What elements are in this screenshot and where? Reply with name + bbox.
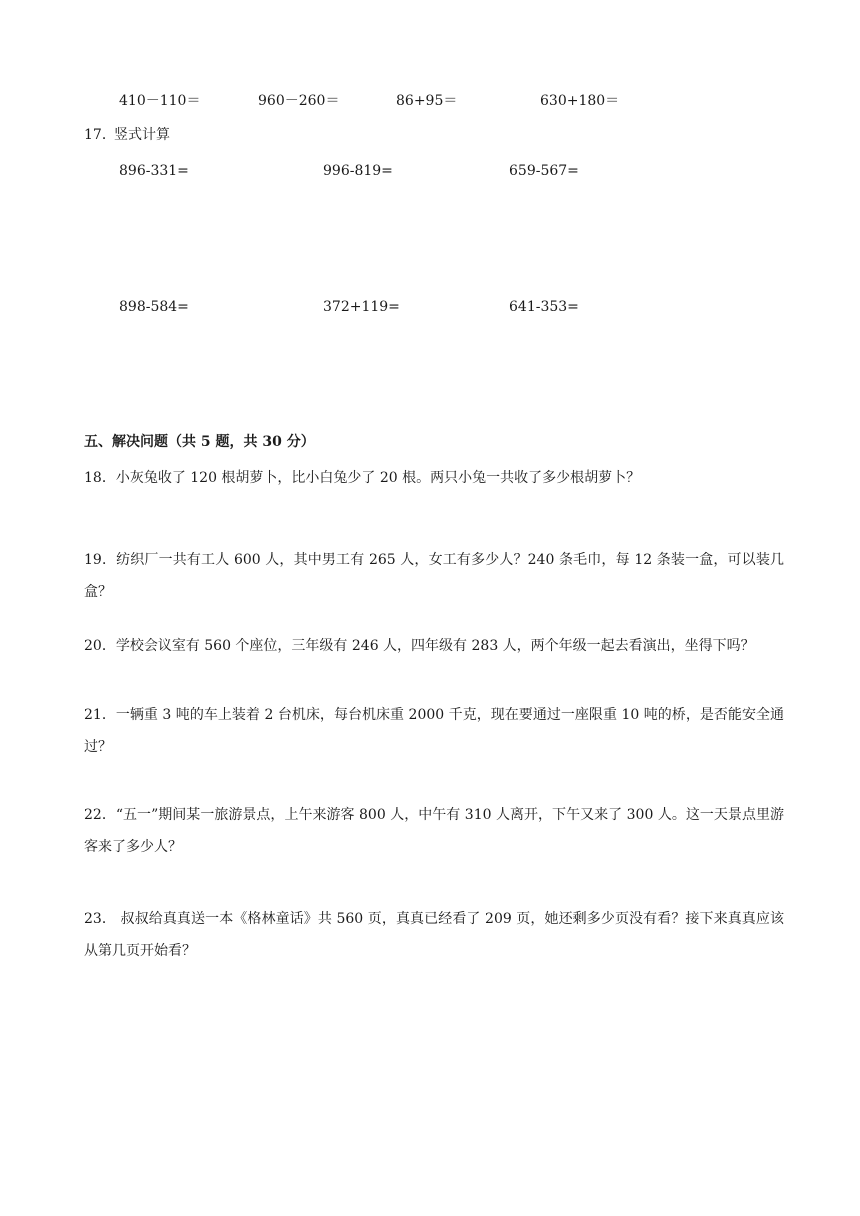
word-problem-20: 20．学校会议室有 560 个座位，三年级有 246 人，四年级有 283 人，两个年级一起去看演出，坐得下吗？	[84, 638, 755, 654]
question-title: 竖式计算	[114, 127, 170, 143]
word-problem-21: 21．一辆重 3 吨的车上装着 2 台机床，每台机床重 2000 千克，现在要通过一座限重 10 吨的桥，是否能安全通过？	[84, 707, 784, 755]
question-number: 17．	[84, 127, 116, 143]
vertical-calc-item: 996-819=	[323, 163, 393, 179]
vertical-calc-item: 641-353=	[509, 299, 579, 315]
vertical-calc-item: 372+119=	[323, 299, 400, 315]
oral-calc-item: 86+95＝	[396, 93, 458, 109]
word-problem-22: 22．“五一”期间某一旅游景点，上午来游客 800 人，中午有 310 人离开，下午又来了 300 人。这一天景点里游客来了多少人？	[84, 807, 784, 855]
oral-calc-item: 630+180＝	[540, 93, 620, 109]
vertical-calc-item: 659-567=	[509, 163, 579, 179]
word-problem-19: 19．纺织厂一共有工人 600 人，其中男工有 265 人，女工有多少人？240 条毛巾，每 12 条装一盒，可以装几盒？	[84, 552, 784, 600]
oral-calc-item: 410－110＝	[119, 93, 201, 109]
vertical-calc-item: 898-584=	[119, 299, 189, 315]
section-heading: 五、解决问题（共 5 题，共 30 分）	[84, 434, 315, 450]
oral-calc-item: 960－260＝	[258, 93, 340, 109]
word-problem-18: 18．小灰兔收了 120 根胡萝卜，比小白兔少了 20 根。两只小兔一共收了多少根胡萝卜？	[84, 470, 641, 486]
vertical-calc-item: 896-331=	[119, 163, 189, 179]
word-problem-23: 23． 叔叔给真真送一本《格林童话》共 560 页，真真已经看了 209 页，她还剩多少页没有看？接下来真真应该从第几页开始看？	[84, 911, 784, 959]
